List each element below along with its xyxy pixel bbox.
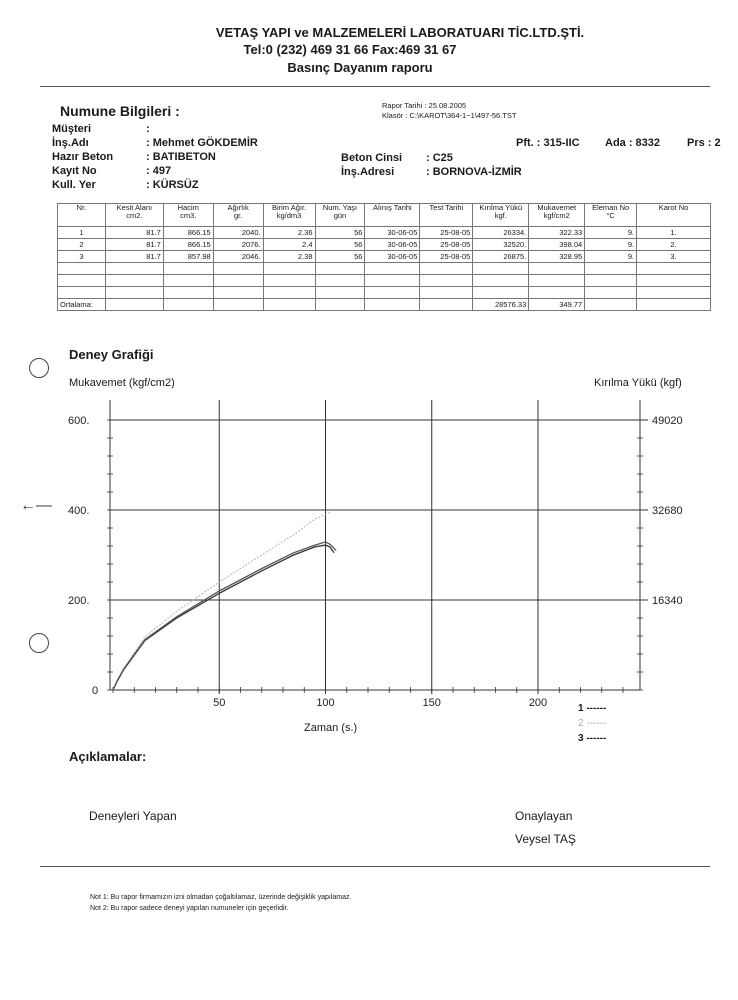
- table-row: [58, 239, 711, 251]
- table-cell: 32520.: [473, 239, 529, 251]
- concrete-type-value: : C25: [426, 152, 453, 164]
- table-header-cell: [365, 204, 420, 227]
- table-cell: [473, 263, 529, 275]
- report-folder: Klasör : C:\KAROT\364-1~1\497-56.TST: [382, 111, 517, 120]
- table-cell: 1: [58, 227, 106, 239]
- table-header-row: [58, 204, 711, 227]
- punch-hole-top: [29, 358, 49, 378]
- table-cell: [213, 287, 263, 299]
- table-header-title: Num. Yaşı: [322, 203, 358, 212]
- table-cell: 56: [315, 251, 365, 263]
- table-cell: 2076.: [213, 239, 263, 251]
- table-cell: [420, 263, 473, 275]
- table-row: [58, 227, 711, 239]
- left-tick-label: 600.: [68, 415, 90, 427]
- table-cell: [365, 263, 420, 275]
- table-cell: [365, 299, 420, 311]
- table-cell: 322.33: [529, 227, 585, 239]
- table-header-unit: cm2.: [126, 211, 143, 220]
- x-tick-label: 100: [316, 697, 335, 709]
- field-label-record-no: Kayıt No: [52, 165, 97, 177]
- table-cell: [263, 263, 315, 275]
- table-header-cell: [637, 204, 711, 227]
- concrete-type-label: Beton Cinsi: [341, 152, 403, 164]
- field-value-usage-place: : KÜRSÜZ: [146, 179, 199, 191]
- table-cell: 56: [315, 239, 365, 251]
- table-cell: [213, 263, 263, 275]
- table-header-cell: [263, 204, 315, 227]
- table-cell: [529, 287, 585, 299]
- table-header-unit: gr.: [233, 211, 243, 220]
- sample-heading: Numune Bilgileri :: [60, 103, 180, 119]
- field-label-ready-concrete: Hazır Beton: [52, 151, 114, 163]
- table-cell: [473, 287, 529, 299]
- table-header-cell: [529, 204, 585, 227]
- table-header-cell: [163, 204, 213, 227]
- table-cell: [263, 287, 315, 299]
- ada-value: Ada : 8332: [605, 137, 661, 149]
- right-tick-label: 32680: [652, 505, 683, 517]
- table-header-title: Eleman No: [592, 203, 630, 212]
- table-row: [58, 251, 711, 263]
- table-cell: 857.98: [163, 251, 213, 263]
- table-cell: 2046.: [213, 251, 263, 263]
- table-cell: 30-06-05: [365, 227, 420, 239]
- table-cell: [105, 287, 163, 299]
- field-label-construction: İnş.Adı: [52, 137, 89, 149]
- table-cell: [58, 275, 106, 287]
- x-tick-label: 150: [422, 697, 441, 709]
- table-header-title: Hacim: [177, 203, 199, 212]
- header-divider: [40, 86, 710, 87]
- average-strength: 349.77: [529, 299, 585, 311]
- table-cell: [105, 299, 163, 311]
- center-mark-arrow: ←—: [20, 497, 52, 514]
- table-cell: [58, 287, 106, 299]
- table-cell: [420, 299, 473, 311]
- graph-heading: Deney Grafiği: [69, 347, 154, 362]
- table-cell: [163, 263, 213, 275]
- approved-by-label: Onaylayan: [515, 809, 573, 823]
- table-header-title: Kesit Alanı: [116, 203, 153, 212]
- x-tick-label: 50: [213, 697, 226, 709]
- field-value-ready-concrete: : BATIBETON: [146, 151, 216, 163]
- x-tick-label: 200: [528, 697, 548, 709]
- series-line-1: [113, 545, 334, 690]
- table-cell: 81.7: [105, 227, 163, 239]
- table-header-cell: [213, 204, 263, 227]
- table-cell: 2.4: [263, 239, 315, 251]
- table-cell: [420, 275, 473, 287]
- legend-item-1: 1 ------: [578, 703, 607, 714]
- table-cell: [637, 287, 711, 299]
- table-cell: [473, 275, 529, 287]
- table-cell: [365, 275, 420, 287]
- table-cell: 30-06-05: [365, 251, 420, 263]
- table-cell: 81.7: [105, 239, 163, 251]
- field-value-customer: :: [146, 123, 150, 135]
- table-header-unit: cm3.: [180, 211, 197, 220]
- table-cell: 25-08-05: [420, 251, 473, 263]
- left-tick-label: 200.: [68, 595, 90, 607]
- field-value-construction: : Mehmet GÖKDEMİR: [146, 137, 258, 149]
- table-cell: [105, 263, 163, 275]
- table-cell: 81.7: [105, 251, 163, 263]
- footer-divider: [40, 866, 710, 867]
- report-date: Rapor Tarihi : 25.08.2005: [382, 101, 467, 110]
- table-cell: 3.: [637, 251, 711, 263]
- test-results-table: [57, 203, 711, 311]
- left-axis-label: Mukavemet (kgf/cm2): [69, 377, 175, 389]
- table-cell: [315, 275, 365, 287]
- construction-address-value: : BORNOVA-İZMİR: [426, 166, 522, 178]
- table-cell: 9.: [585, 239, 637, 251]
- legend-item-3: 3 ------: [578, 733, 607, 744]
- table-header-unit: kgf.: [494, 211, 507, 220]
- table-header-cell: [105, 204, 163, 227]
- table-cell: 9.: [585, 251, 637, 263]
- field-value-record-no: : 497: [146, 165, 172, 177]
- table-header-cell: [585, 204, 637, 227]
- prs-value: Prs : 2: [687, 137, 721, 149]
- note-1: Not 1: Bu rapor firmamızın izni olmadan çoğaltılamaz, üzerinde değişiklik yapılamaz.: [90, 894, 352, 901]
- table-cell: [163, 287, 213, 299]
- table-cell: [585, 299, 637, 311]
- table-cell: [263, 299, 315, 311]
- table-header-unit: °C: [606, 211, 615, 220]
- right-axis-label: Kırılma Yükü (kgf): [594, 377, 682, 389]
- report-title: Basınç Dayanım raporu: [287, 60, 433, 75]
- note-2: Not 2: Bu rapor sadece deneyi yapılan numuneler için geçerlidir.: [90, 905, 289, 912]
- field-label-usage-place: Kull. Yer: [52, 179, 96, 191]
- table-cell: 2.36: [263, 227, 315, 239]
- table-cell: [315, 299, 365, 311]
- table-cell: [163, 299, 213, 311]
- average-load: 28576.33: [473, 299, 529, 311]
- table-cell: 3: [58, 251, 106, 263]
- approver-name: Veysel TAŞ: [515, 832, 576, 846]
- table-cell: 328.95: [529, 251, 585, 263]
- table-cell: 2.: [637, 239, 711, 251]
- table-empty-row: [58, 287, 711, 299]
- table-cell: [585, 287, 637, 299]
- table-cell: [58, 263, 106, 275]
- pft-value: Pft. : 315-IIC: [516, 137, 580, 149]
- remarks-heading: Açıklamalar:: [69, 749, 147, 764]
- table-cell: [365, 287, 420, 299]
- table-cell: [637, 275, 711, 287]
- table-cell: [637, 263, 711, 275]
- test-chart: [0, 390, 738, 730]
- company-name: VETAŞ YAPI ve MALZEMELERİ LABORATUARI TİC.LTD.ŞTİ.: [215, 25, 585, 40]
- right-tick-label: 49020: [652, 415, 683, 427]
- table-cell: 26334.: [473, 227, 529, 239]
- table-header-cell: [420, 204, 473, 227]
- table-cell: 866.15: [163, 239, 213, 251]
- table-cell: [213, 275, 263, 287]
- table-cell: [105, 275, 163, 287]
- table-cell: 9.: [585, 227, 637, 239]
- table-header-title: Ağırlık: [227, 203, 249, 212]
- table-header-title: Alınış Tarihi: [373, 203, 412, 212]
- table-header-title: Mukavemet: [537, 203, 577, 212]
- table-header-unit: gün: [333, 211, 347, 220]
- table-cell: 56: [315, 227, 365, 239]
- table-cell: [263, 275, 315, 287]
- table-header-title: Birim Ağır.: [271, 203, 307, 212]
- average-label: Ortalama:: [58, 299, 106, 311]
- x-axis-label: Zaman (s.): [304, 722, 358, 734]
- left-tick-label: 400.: [68, 505, 90, 517]
- table-empty-row: [58, 263, 711, 275]
- table-cell: [529, 263, 585, 275]
- table-cell: [315, 287, 365, 299]
- table-cell: 2: [58, 239, 106, 251]
- table-header-title: Test Tarihi: [429, 203, 464, 212]
- left-tick-label: 0: [92, 685, 99, 697]
- table-cell: [420, 287, 473, 299]
- table-empty-row: [58, 275, 711, 287]
- legend-item-2: 2 ------: [578, 718, 607, 729]
- series-line-2: [113, 512, 330, 690]
- table-cell: 2.38: [263, 251, 315, 263]
- table-cell: [213, 299, 263, 311]
- right-tick-label: 16340: [652, 595, 683, 607]
- table-cell: 25-08-05: [420, 227, 473, 239]
- table-header-cell: [315, 204, 365, 227]
- table-cell: 25-08-05: [420, 239, 473, 251]
- table-cell: 866.15: [163, 227, 213, 239]
- performed-by-label: Deneyleri Yapan: [89, 809, 177, 823]
- table-cell: [585, 263, 637, 275]
- table-cell: 2040.: [213, 227, 263, 239]
- table-header-cell: [58, 204, 106, 227]
- table-header-unit: kg/dm3: [276, 211, 302, 220]
- table-cell: [529, 275, 585, 287]
- table-header-title: Kırılma Yükü: [479, 203, 523, 212]
- table-cell: [163, 275, 213, 287]
- company-contact: Tel:0 (232) 469 31 66 Fax:469 31 67: [243, 42, 457, 57]
- table-cell: [637, 299, 711, 311]
- table-cell: [585, 275, 637, 287]
- table-header-cell: [473, 204, 529, 227]
- table-average-row: [58, 299, 711, 311]
- table-cell: 398.04: [529, 239, 585, 251]
- table-header-unit: kgf/cm2: [543, 211, 570, 220]
- table-cell: [315, 263, 365, 275]
- table-header-title: Nr.: [76, 203, 87, 212]
- table-cell: 1.: [637, 227, 711, 239]
- field-label-customer: Müşteri: [52, 123, 92, 135]
- series-line-3: [113, 542, 336, 690]
- construction-address-label: İnş.Adresi: [341, 166, 395, 178]
- table-cell: 26875.: [473, 251, 529, 263]
- table-header-title: Karot No: [658, 203, 689, 212]
- table-cell: 30-06-05: [365, 239, 420, 251]
